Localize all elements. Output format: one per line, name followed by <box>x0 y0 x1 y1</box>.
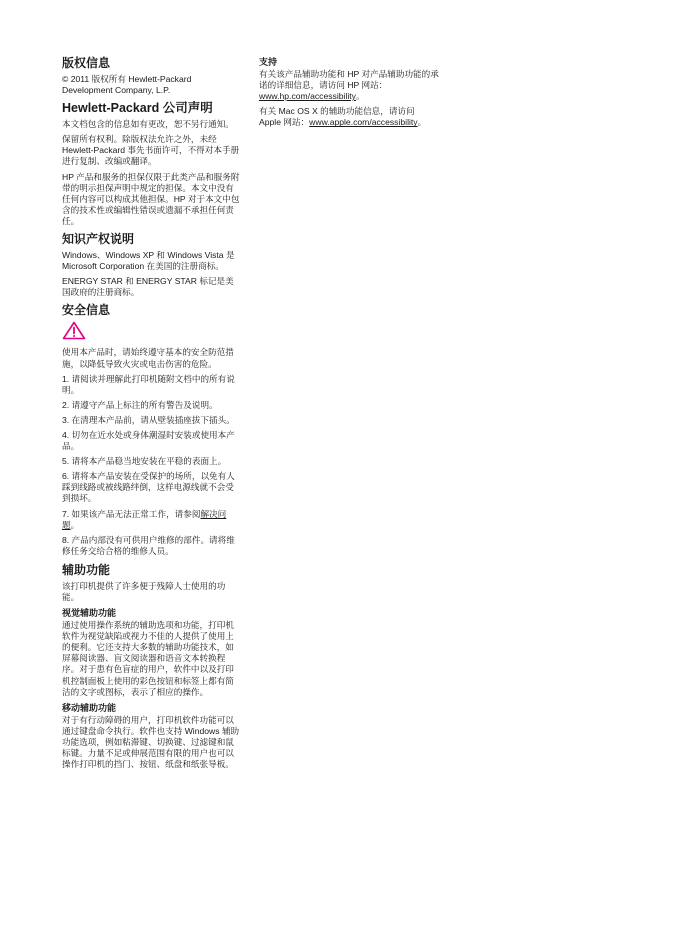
safety-item-2: 2. 请遵守产品上标注的所有警告及说明。 <box>62 399 218 410</box>
ip-title: 知识产权说明 <box>62 232 135 247</box>
right-column <box>259 56 439 133</box>
safety-item-1: 1. 请阅读并理解此打印机随附文档中的所有说明。 <box>62 373 235 395</box>
hp-statement-section <box>62 101 240 227</box>
copyright-line: © 2011 版权所有 Hewlett-Packard Development Company, L.P. <box>62 74 192 96</box>
hp-accessibility-link[interactable]: www.hp.com/accessibility <box>259 91 356 102</box>
ip-p1: Windows、Windows XP 和 Windows Vista 是 Microsoft Corporation 在美国的注册商标。 <box>62 250 235 272</box>
safety-item-6: 6. 请将本产品安装在受保护的场所，以免有人踩到线路或被线路绊倒，这样电源线就不会受到损坏。 <box>62 471 235 504</box>
left-column <box>62 56 240 775</box>
visual-accessibility-title: 视觉辅助功能 <box>62 608 117 619</box>
safety-item-7 <box>62 509 240 531</box>
copyright-section <box>62 56 240 96</box>
support-p1-prefix: 有关该产品辅助功能和 HP 对产品辅助功能的承诺的详细信息，请访问 HP 网站： <box>259 69 439 91</box>
mobility-accessibility-text: 对于有行动障碍的用户，打印机软件功能可以通过键盘命令执行。软件也支持 Windows 辅助功能选项，例如粘滞键、切换键、过滤键和鼠标键。力量不足或伸展范围有限的用户也可以操作打印机的挡门、按钮、纸盘和纸张导板。 <box>62 714 240 770</box>
accessibility-intro: 该打印机提供了许多便于残障人士使用的功能。 <box>62 580 226 602</box>
apple-accessibility-link[interactable]: www.apple.com/accessibility <box>309 117 418 128</box>
safety-item-7-prefix: 7. 如果该产品无法正常工作，请参阅 <box>62 508 201 519</box>
mobility-accessibility-title: 移动辅助功能 <box>62 702 117 713</box>
ip-section <box>62 232 240 298</box>
safety-item-4: 4. 切勿在近水处或身体潮湿时安装或使用本产品。 <box>62 429 235 452</box>
support-section <box>259 56 439 128</box>
support-p2 <box>259 106 439 128</box>
accessibility-section <box>62 563 240 770</box>
support-p1 <box>259 69 439 102</box>
warning-triangle-icon <box>62 321 240 345</box>
hp-statement-p2: 保留所有权利。除版权法允许之外，未经 Hewlett-Packard 事先书面许可，不得对本手册进行复制、改编或翻译。 <box>62 134 240 167</box>
safety-intro: 使用本产品时，请始终遵守基本的安全防范措施，以降低导致火灾或电击伤害的危险。 <box>62 347 234 369</box>
safety-item-7-suffix: 。 <box>70 519 80 530</box>
visual-accessibility-text: 通过使用操作系统的辅助选项和功能，打印机软件为视觉缺陷或视力不佳的人提供了使用上的便利。它还支持大多数的辅助功能技术，如屏幕阅读器、盲文阅读器和语音文本转换程序。对于患有色盲症的用户，软件中以及打印机控制面板上使用的彩色按钮和标签上都有简洁的文字或图标，表示了相应的操作。 <box>62 620 234 697</box>
support-p1-suffix: 。 <box>355 91 365 102</box>
support-p2-suffix: 。 <box>417 117 427 128</box>
hp-statement-p1: 本文档包含的信息如有更改，恕不另行通知。 <box>62 119 234 130</box>
safety-item-8: 8. 产品内部没有可供用户维修的部件。请将维修任务交给合格的维修人员。 <box>62 534 235 556</box>
copyright-title: 版权信息 <box>62 56 111 70</box>
safety-section <box>62 303 240 557</box>
support-title: 支持 <box>259 57 278 67</box>
solve-problem-link[interactable]: 解决问题 <box>62 508 227 530</box>
safety-item-3: 3. 在清理本产品前，请从壁装插座拔下插头。 <box>62 414 235 425</box>
hp-statement-p3: HP 产品和服务的担保仅限于此类产品和服务附带的明示担保声明中规定的担保。本文中没有任何内容可以构成其他担保。HP 对于本文中包含的技术性或编辑性错误或遗漏不承担任何责任。 <box>62 171 240 226</box>
safety-title: 安全信息 <box>62 303 111 318</box>
hp-statement-title: Hewlett-Packard 公司声明 <box>62 101 213 116</box>
accessibility-title: 辅助功能 <box>62 562 111 577</box>
support-p2-prefix: 有关 Mac OS X 的辅助功能信息，请访问 Apple 网站： <box>259 106 415 128</box>
ip-p2: ENERGY STAR 和 ENERGY STAR 标记是美国政府的注册商标。 <box>62 276 234 298</box>
safety-item-5: 5. 请将本产品稳当地安装在平稳的表面上。 <box>62 456 227 467</box>
